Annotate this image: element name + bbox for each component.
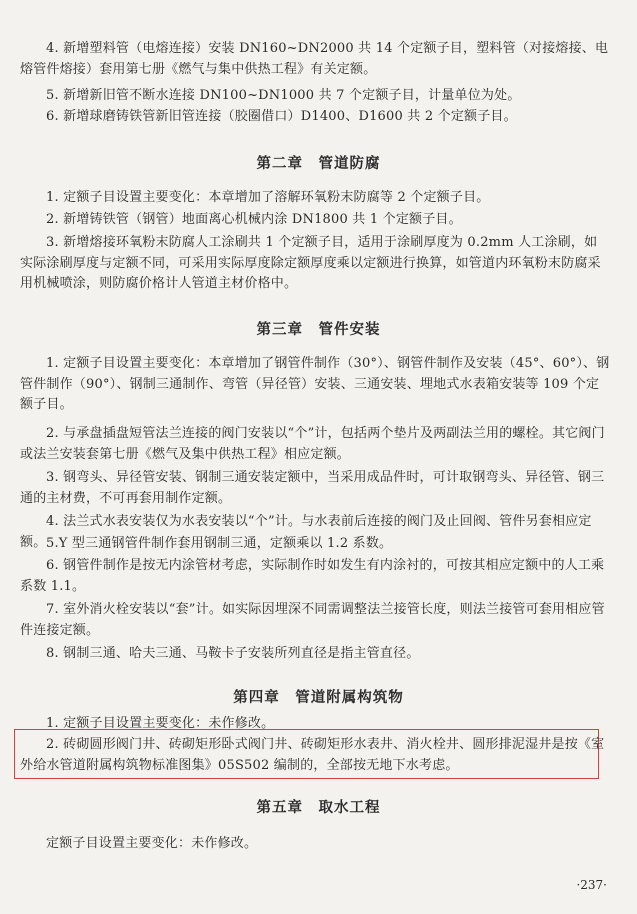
paragraph: 2. 新增铸铁管（钢管）地面离心机械内涂 DN1800 共 1 个定额子目。 [46,212,462,227]
chapter-heading: 第三章 管件安装 [256,322,381,338]
paragraph: 7. 室外消火栓安装以“套”计。如实际因埋深不同需调整法兰接管长度，则法兰接管可套用相应管件连接定额。 [20,602,605,638]
paragraph: 6. 钢管件制作是按无内涂管材考虑，实际制作时如发生有内涂衬的，可按其相应定额中的人工乘系数 1.1。 [20,558,605,594]
paragraph: 4. 法兰式水表安装仅为水表安装以“个”计。与水表前后连接的阀门及止回阀、管件另套相应定额。 [20,514,592,550]
paragraph: 定额子目设置主要变化：未作修改。 [46,836,258,851]
paragraph: 2. 砖砌圆形阀门井、砖砌矩形卧式阀门井、砖砌矩形水表井、消火栓井、圆形排泥湿井是按《室外给水管道附属构筑物标准图集》05S502 编制的，全部按无地下水考虑。 [20,737,605,773]
chapter-heading: 第二章 管道防腐 [256,156,381,172]
paragraph: 3. 新增熔接环氧粉末防腐人工涂刷共 1 个定额子目，适用于涂刷厚度为 0.2mm 人工涂刷，如实际涂刷厚度与定额不同，可采用实际厚度除定额厚度乘以定额进行换算，如管道内环氧粉末防腐采用机械喷涂，则防腐价格计人管道主材价格中。 [20,235,601,291]
page-number: ·237· [576,878,607,892]
paragraph: 1. 定额子目设置主要变化：本章增加了溶解环氧粉末防腐等 2 个定额子目。 [46,190,490,205]
paragraph: 5.Y 型三通钢管件制作套用钢制三通，定额乘以 1.2 系数。 [46,536,393,551]
chapter-heading: 第五章 取水工程 [256,800,381,816]
chapter-heading: 第四章 管道附属构筑物 [233,690,404,706]
paragraph: 5. 新增新旧管不断水连接 DN100~DN1000 共 7 个定额子目，计量单位为处。 [46,88,521,103]
paragraph: 1. 定额子目设置主要变化：本章增加了钢管件制作（30°）、钢管件制作及安装（45°、60°）、钢管件制作（90°）、钢制三通制作、弯管（异径管）安装、三通安装、埋地式水表箱安装等 109 个定额子目。 [20,356,610,412]
paragraph: 1. 定额子目设置主要变化：未作修改。 [46,716,275,731]
paragraph: 3. 钢弯头、异径管安装、钢制三通安装定额中，当采用成品件时，可计取钢弯头、异径管、钢三通的主材费，不可再套用制作定额。 [20,470,605,506]
paragraph: 2. 与承盘插盘短管法兰连接的阀门安装以“个”计，包括两个垫片及两副法兰用的螺栓。其它阀门或法兰安装套第七册《燃气及集中供热工程》相应定额。 [20,426,605,462]
paragraph: 6. 新增球磨铸铁管新旧管连接（胶圈借口）D1400、D1600 共 2 个定额子目。 [46,109,517,124]
paragraph: 8. 钢制三通、哈夫三通、马鞍卡子安装所列直径是指主管直径。 [46,646,420,661]
paragraph: 4. 新增塑料管（电熔连接）安装 DN160~DN2000 共 14 个定额子目，塑料管（对接熔接、电熔管件熔接）套用第七册《燃气与集中供热工程》有关定额。 [20,41,609,77]
